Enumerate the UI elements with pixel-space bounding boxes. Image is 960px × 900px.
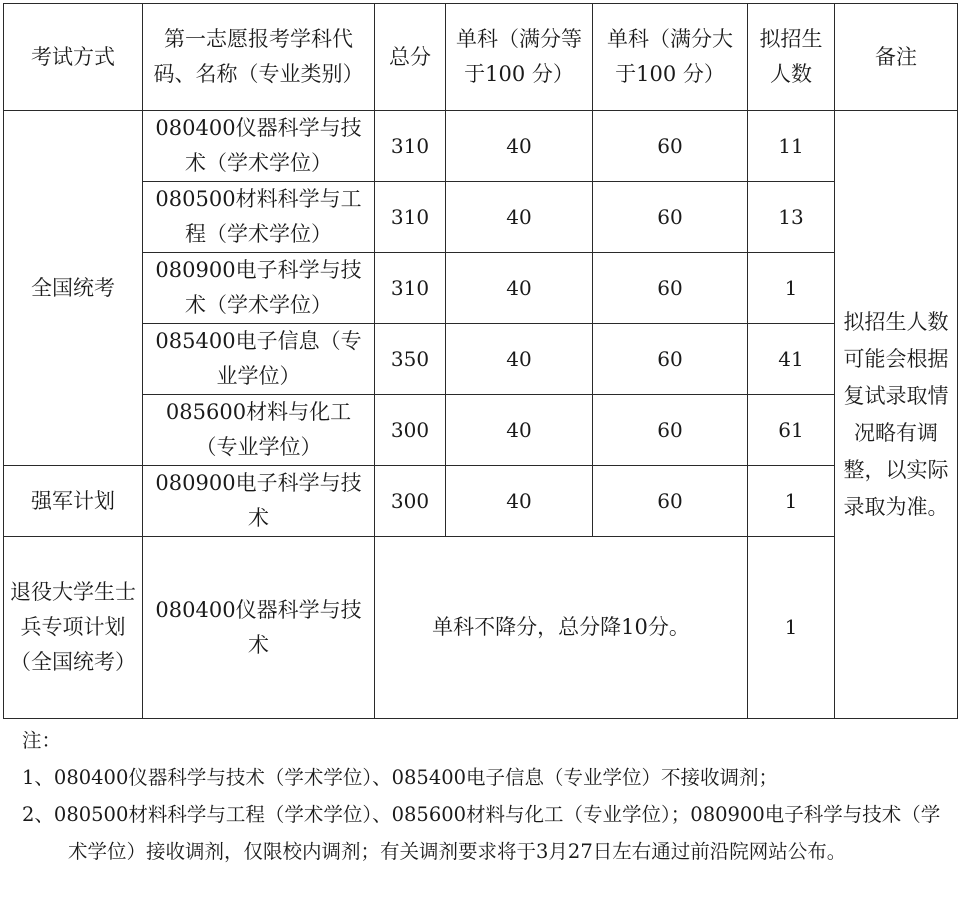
quota-cell: 1 (748, 253, 835, 324)
single-over-100-cell: 60 (593, 182, 748, 253)
total-score-cell: 300 (375, 395, 446, 466)
table-row (4, 324, 958, 395)
subject-cell: 080400仪器科学与技术 (143, 537, 375, 719)
table-row (4, 466, 958, 537)
remark-cell: 拟招生人数可能会根据复试录取情况略有调整，以实际录取为准。 (835, 111, 958, 719)
single-over-100-cell: 60 (593, 253, 748, 324)
header-remark: 备注 (835, 4, 958, 111)
group-veteran: 退役大学生士兵专项计划（全国统考） (4, 537, 143, 719)
header-total: 总分 (375, 4, 446, 111)
total-score-cell: 310 (375, 182, 446, 253)
score-note-cell: 单科不降分，总分降10分。 (375, 537, 748, 719)
subject-cell: 080900电子科学与技术 (143, 466, 375, 537)
table-row (4, 111, 958, 182)
header-single-over-100: 单科（满分大于100 分） (593, 4, 748, 111)
group-national: 全国统考 (4, 111, 143, 466)
header-row (4, 4, 958, 111)
table-row (4, 253, 958, 324)
subject-cell: 085400电子信息（专业学位） (143, 324, 375, 395)
single-100-cell: 40 (446, 253, 593, 324)
admission-score-table (3, 3, 958, 719)
quota-cell: 41 (748, 324, 835, 395)
total-score-cell: 310 (375, 111, 446, 182)
single-over-100-cell: 60 (593, 466, 748, 537)
header-exam-method: 考试方式 (4, 4, 143, 111)
total-score-cell: 310 (375, 253, 446, 324)
subject-cell: 085600材料与化工（专业学位） (143, 395, 375, 466)
subject-cell: 080900电子科学与技术（学术学位） (143, 253, 375, 324)
header-quota: 拟招生人数 (748, 4, 835, 111)
single-100-cell: 40 (446, 395, 593, 466)
single-100-cell: 40 (446, 182, 593, 253)
table-row (4, 182, 958, 253)
quota-cell: 11 (748, 111, 835, 182)
table-row (4, 537, 958, 719)
single-100-cell: 40 (446, 466, 593, 537)
table-row (4, 395, 958, 466)
group-army: 强军计划 (4, 466, 143, 537)
single-100-cell: 40 (446, 324, 593, 395)
header-subject: 第一志愿报考学科代码、名称（专业类别） (143, 4, 375, 111)
single-over-100-cell: 60 (593, 324, 748, 395)
quota-cell: 1 (748, 537, 835, 719)
quota-cell: 61 (748, 395, 835, 466)
single-over-100-cell: 60 (593, 111, 748, 182)
footnotes (22, 722, 952, 870)
footnote-item: 1、080400仪器科学与技术（学术学位）、085400电子信息（专业学位）不接收调剂； (22, 766, 779, 789)
footnote-heading: 注： (22, 729, 62, 752)
quota-cell: 1 (748, 466, 835, 537)
subject-cell: 080500材料科学与工程（学术学位） (143, 182, 375, 253)
total-score-cell: 350 (375, 324, 446, 395)
header-single-100: 单科（满分等于100 分） (446, 4, 593, 111)
total-score-cell: 300 (375, 466, 446, 537)
single-over-100-cell: 60 (593, 395, 748, 466)
subject-cell: 080400仪器科学与技术（学术学位） (143, 111, 375, 182)
footnote-item: 2、080500材料科学与工程（学术学位）、085600材料与化工（专业学位）；080900电子科学与技术（学术学位）接收调剂，仅限校内调剂；有关调剂要求将于3月27日左右通过前沿院网站公布。 (22, 803, 941, 863)
quota-cell: 13 (748, 182, 835, 253)
single-100-cell: 40 (446, 111, 593, 182)
